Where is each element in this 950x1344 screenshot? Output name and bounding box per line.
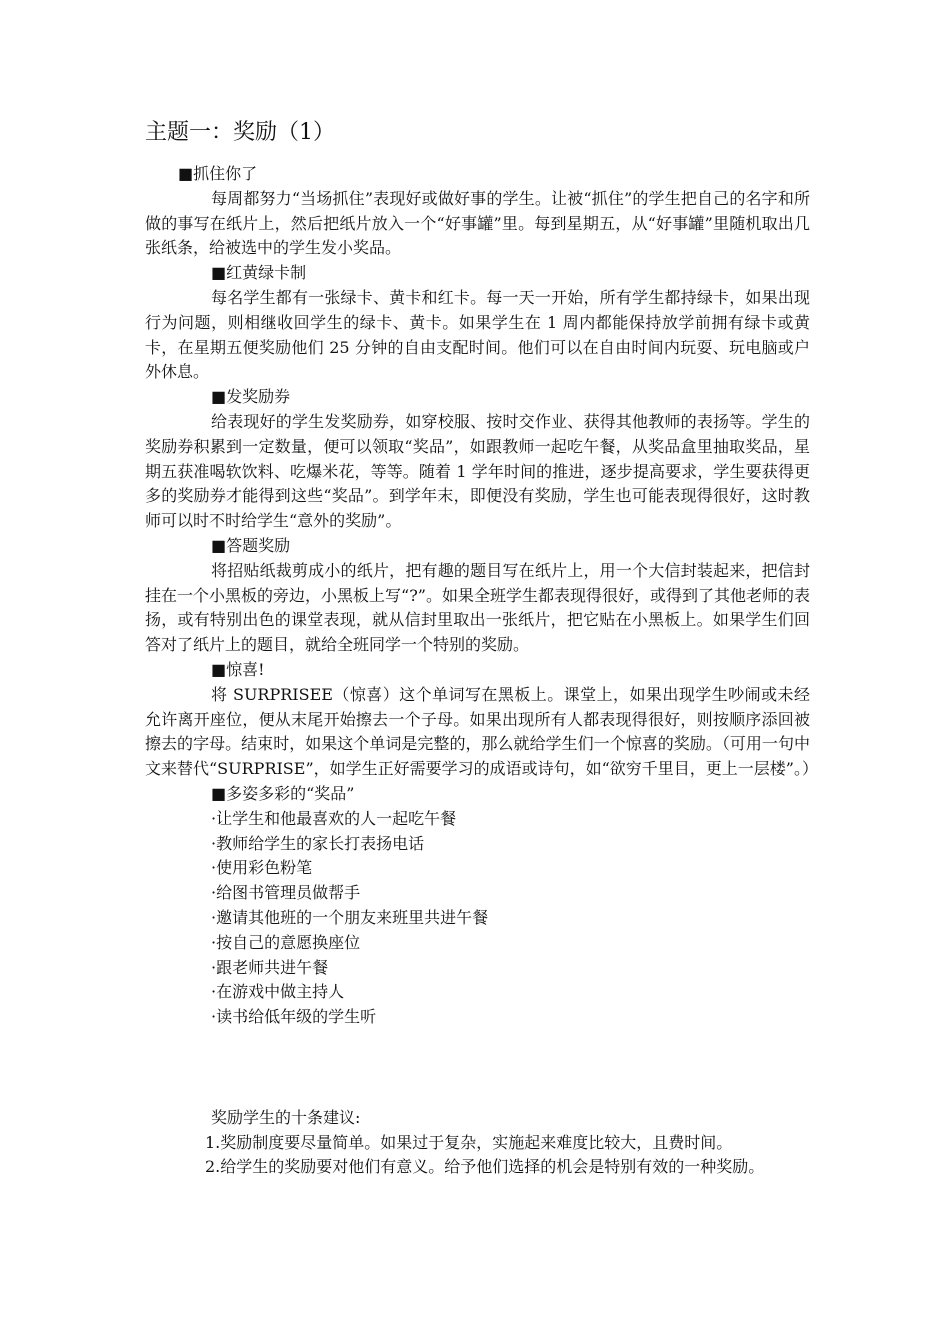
list-item: ·读书给低年级的学生听 [211, 1007, 377, 1027]
section-body-cards: 每名学生都有一张绿卡、黄卡和红卡。每一天一开始，所有学生都持绿卡，如果出现行为问题，则相继收回学生的绿卡、黄卡。如果学生在 1 周内都能保持放学前拥有绿卡或黄卡，在星期五便奖励他们 25 分钟的自由支配时间。他们可以在自由时间内玩耍、玩电脑或户外休息。 [145, 287, 810, 382]
prizes-heading: ■多姿多彩的“奖品” [211, 783, 355, 803]
section-body-catch: 每周都努力“当场抓住”表现好或做好事的学生。让被“抓住”的学生把自己的名字和所做的事写在纸片上，然后把纸片放入一个“好事罐”里。每到星期五，从“好事罐”里随机取出几张纸条，给被选中的学生发小奖品。 [145, 188, 810, 258]
document-content [145, 118, 818, 1180]
list-item: ·让学生和他最喜欢的人一起吃午餐 [211, 808, 457, 828]
list-item: ·在游戏中做主持人 [211, 982, 345, 1002]
section-body-surprise: 将 SURPRISEE（惊喜）这个单词写在黑板上。课堂上，如果出现学生吵闹或未经允许离开座位，便从末尾开始擦去一个子母。如果出现所有人都表现得很好，则按顺序添回被擦去的字母。结束时，如果这个单词是完整的，那么就给学生们一个惊喜的奖励。（可用一句中文来替代“SURPRISE”，如学生正好需要学习的成语或诗句，如“欲穷千里目，更上一层楼”。） [145, 684, 818, 779]
suggestion-item: 2.给学生的奖励要对他们有意义。给予他们选择的机会是特别有效的一种奖励。 [205, 1157, 765, 1177]
section-body-vouchers: 给表现好的学生发奖励券，如穿校服、按时交作业、获得其他教师的表扬等。学生的奖励券积累到一定数量，便可以领取“奖品”，如跟教师一起吃午餐，从奖品盒里抽取奖品，星期五获准喝软饮料、吃爆米花，等等。随着 1 学年时间的推进，逐步提高要求，学生要获得更多的奖励券才能得到这些“奖品”。到学年末，即便没有奖励，学生也可能表现得很好，这时教师可以时不时给学生“意外的奖励”。 [145, 411, 810, 531]
list-item: ·按自己的意愿换座位 [211, 932, 361, 952]
prizes-list [145, 807, 810, 1030]
section-heading-vouchers: ■发奖励券 [211, 387, 291, 407]
list-item: ·使用彩色粉笔 [211, 858, 313, 878]
page-title: 主题一：奖励（1） [145, 120, 335, 145]
section-heading-catch: ■抓住你了 [178, 164, 258, 183]
section-heading-surprise: ■惊喜! [211, 659, 265, 679]
list-item: ·邀请其他班的一个朋友来班里共进午餐 [211, 907, 489, 927]
section-heading-cards: ■红黄绿卡制 [211, 263, 307, 283]
section-heading-quiz: ■答题奖励 [211, 535, 291, 555]
list-item: ·给图书管理员做帮手 [211, 883, 361, 903]
list-item: ·跟老师共进午餐 [211, 957, 329, 977]
list-item: ·教师给学生的家长打表扬电话 [211, 833, 425, 853]
spacer [145, 1030, 810, 1106]
suggestions-title: 奖励学生的十条建议: [211, 1107, 361, 1127]
section-body-quiz: 将招贴纸裁剪成小的纸片，把有趣的题目写在纸片上，用一个大信封装起来，把信封挂在一个小黑板的旁边，小黑板上写“?”。如果全班学生都表现得很好，或得到了其他老师的表扬，或有特别出色的课堂表现，就从信封里取出一张纸片，把它贴在小黑板上。如果学生们回答对了纸片上的题目，就给全班同学一个特别的奖励。 [145, 560, 810, 655]
suggestion-item: 1.奖励制度要尽量简单。如果过于复杂，实施起来难度比较大，且费时间。 [205, 1132, 733, 1152]
